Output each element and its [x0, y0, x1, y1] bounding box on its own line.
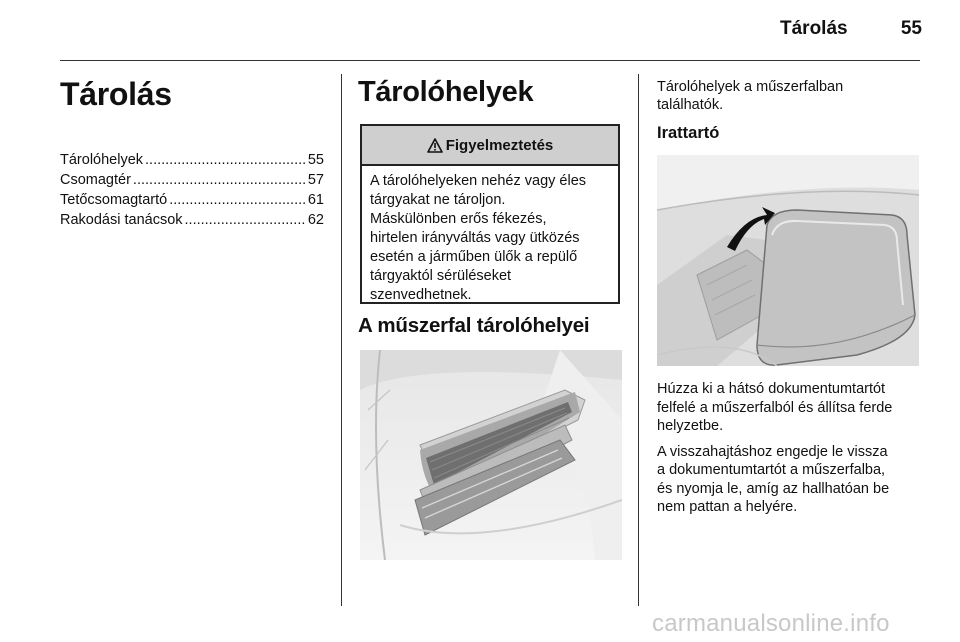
warning-header	[362, 126, 618, 166]
page-number: 55	[900, 18, 922, 39]
instruction-paragraph: A visszahajtáshoz engedje le vissza a dokumentumtartót a műszerfalba, és nyomja le, amíg az hallhatóan be nem pattan a helyére.	[657, 443, 890, 515]
warning-line: A tárolóhelyeken nehéz vagy éles	[370, 173, 587, 189]
chapter-title: Tárolás	[60, 76, 172, 112]
instructions-text	[657, 380, 925, 524]
header-rule	[60, 60, 920, 61]
intro-line: Tárolóhelyek a műszerfalban	[657, 79, 844, 95]
toc-entry[interactable]: Rakodási tanácsok ..... 62	[60, 210, 324, 230]
dashboard-storage-illustration	[360, 350, 622, 560]
warning-line: tárgyaktól sérüléseket	[370, 268, 512, 284]
warning-text	[362, 166, 618, 305]
column-separator	[341, 74, 342, 606]
watermark: carmanualsonline.info	[652, 610, 890, 637]
warning-box	[360, 124, 620, 304]
document-holder-heading: Irattartó	[657, 124, 720, 142]
section-title: Tárolóhelyek	[358, 76, 534, 108]
warning-line: tárgyakat ne tároljon.	[370, 192, 506, 208]
document-holder-illustration	[657, 155, 919, 366]
intro-line: találhatók.	[657, 97, 724, 113]
instruction-paragraph: Húzza ki a hátsó dokumentumtartót felfelé a műszerfalból és állítsa ferde helyzetbe.	[657, 381, 893, 434]
warning-line: Máskülönben erős fékezés,	[370, 211, 547, 227]
toc-entry[interactable]: Tárolóhelyek ..... 55	[60, 150, 324, 170]
toc-entry[interactable]: Csomagtér ..... 57	[60, 170, 324, 190]
warning-line: szenvedhetnek.	[370, 287, 472, 303]
warning-title: Figyelmeztetés	[445, 136, 554, 154]
table-of-contents	[60, 150, 324, 230]
warning-line: esetén a járműben ülők a repülő	[370, 249, 578, 265]
running-header-title: Tárolás	[780, 18, 848, 39]
warning-triangle-icon	[427, 138, 443, 153]
column-separator	[638, 74, 639, 606]
intro-text	[657, 78, 922, 114]
toc-entry[interactable]: Tetőcsomagtartó ..... 61	[60, 190, 324, 210]
warning-line: hirtelen irányváltás vagy ütközés	[370, 230, 580, 246]
subsection-title: A műszerfal tárolóhelyei	[358, 314, 590, 337]
